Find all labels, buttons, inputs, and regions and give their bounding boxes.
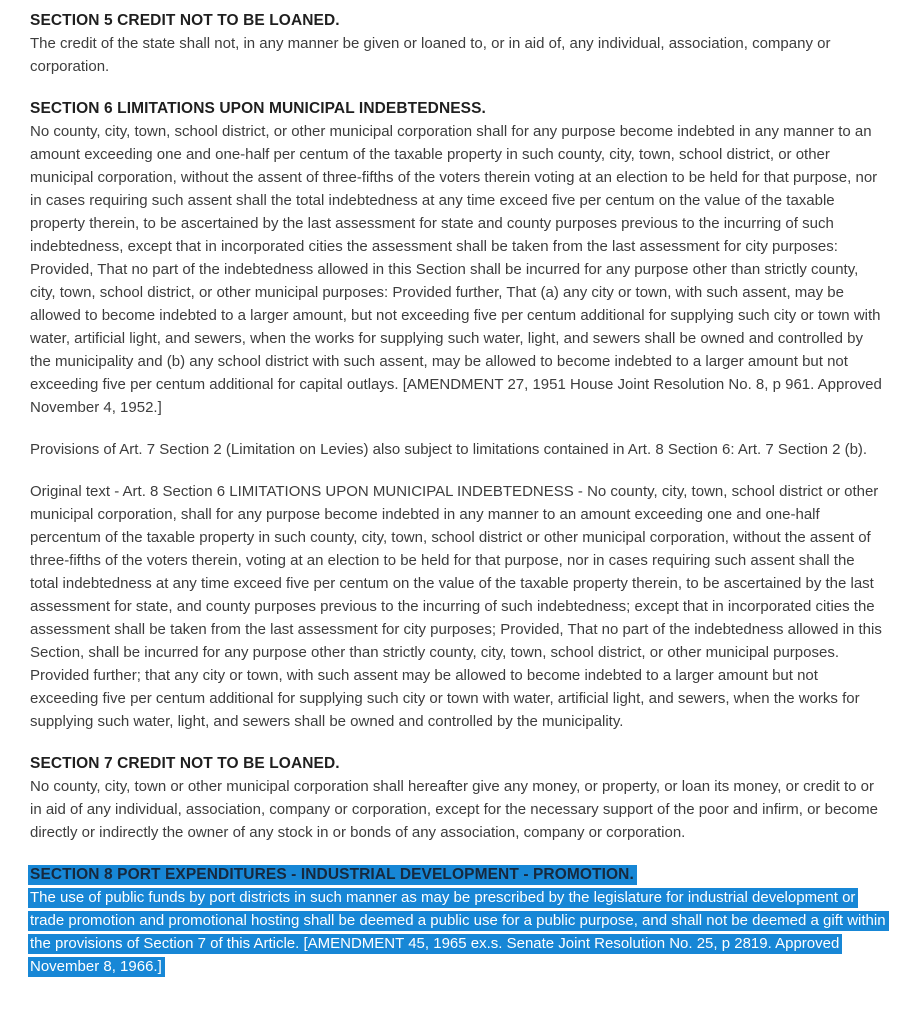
section-6: [30, 97, 886, 419]
section-6-heading: SECTION 6 LIMITATIONS UPON MUNICIPAL INDEBTEDNESS.: [30, 100, 486, 117]
section-7: [30, 752, 886, 844]
section-5-body: The credit of the state shall not, in any manner be given or loaned to, or in aid of, any individual, association, company or corporation.: [30, 35, 831, 75]
section-6-body: No county, city, town, school district, or other municipal corporation shall for any purpose become indebted in any manner to an amount exceeding one and one-half per centum of the taxable property in such county, city, town, school district, or other municipal corporation, without the assent of three-fifths of the voters therein voting at an election to be held for that purpose, nor in cases requiring such assent shall the total indebtedness at any time exceed five per centum on the value of the taxable property therein, to be ascertained by the last assessment for state and county purposes previous to the incurring of such indebtedness, except that in incorporated cities the assessment shall be taken from the last assessment for city purposes: Provided, That no part of the indebtedness allowed in this Section shall be incurred for any purpose other than strictly county, city, town, school district, or other municipal purposes: Provided further, That (a) any city or town, with such assent, may be allowed to become indebted to a larger amount, but not exceeding five per centum additional for supplying such city or town with water, artificial light, and sewers, when the works for supplying such water, light, and sewers shall be owned and controlled by the municipality and (b) any school district with such assent, may be allowed to become indebted to a larger amount but not exceeding five per centum additional for capital outlays. [AMENDMENT 27, 1951 House Joint Resolution No. 8, p 961. Approved November 4, 1952.]: [30, 123, 882, 416]
section-8-body: [30, 886, 886, 978]
levies-note: [30, 438, 886, 461]
levies-note-text: Provisions of Art. 7 Section 2 (Limitation on Levies) also subject to limitations contained in Art. 8 Section 6: Art. 7 Section 2 (b).: [30, 441, 868, 458]
section-8-heading-selection: SECTION 8 PORT EXPENDITURES - INDUSTRIAL DEVELOPMENT - PROMOTION.: [28, 865, 637, 885]
section-7-heading: SECTION 7 CREDIT NOT TO BE LOANED.: [30, 755, 340, 772]
section-8-heading: [30, 863, 886, 886]
original-text: [30, 480, 886, 733]
section-5: [30, 9, 886, 78]
section-7-body: No county, city, town or other municipal corporation shall hereafter give any money, or property, or loan its money, or credit to or in aid of any individual, association, company or corporation, except for the necessary support of the poor and infirm, or become directly or indirectly the owner of any stock in or bonds of any association, company or corporation.: [30, 778, 878, 841]
section-8-body-selection: The use of public funds by port districts in such manner as may be prescribed by the legislature for industrial development or trade promotion and promotional hosting shall be deemed a public use for a public purpose, and shall not be deemed a gift within the provisions of Section 7 of this Article. [AMENDMENT 45, 1965 ex.s. Senate Joint Resolution No. 25, p 2819. Approved November 8, 1966.]: [28, 888, 889, 977]
section-5-heading: SECTION 5 CREDIT NOT TO BE LOANED.: [30, 12, 340, 29]
section-8-highlighted: [30, 863, 886, 978]
original-text-body: Original text - Art. 8 Section 6 LIMITATIONS UPON MUNICIPAL INDEBTEDNESS - No county, city, town, school district or other municipal corporation, shall for any purpose become indebted in any manner to an amount exceeding one and one-half percentum of the taxable property in such county, city, town, school district or other municipal corporation, without the assent of three-fifths of the voters therein, voting at an election to be held for that purpose, nor in cases requiring such assent shall the total indebtedness at any time exceed five per centum on the value of the taxable property therein, to be ascertained by the last assessment for state, and county purposes previous to the incurring of such indebtedness; except that in incorporated cities the assessment shall be taken from the last assessment for city purposes; Provided, That no part of the indebtedness allowed in this Section, shall be incurred for any purpose other than strictly county, city, town, school district, or other municipal purposes. Provided further; that any city or town, with such assent may be allowed to become indebted to a larger amount but not exceeding five per centum additional for supplying such city or town with water, artificial light, and sewers, when the works for supplying such water, light, and sewers shall be owned and controlled by the municipality.: [30, 483, 882, 730]
